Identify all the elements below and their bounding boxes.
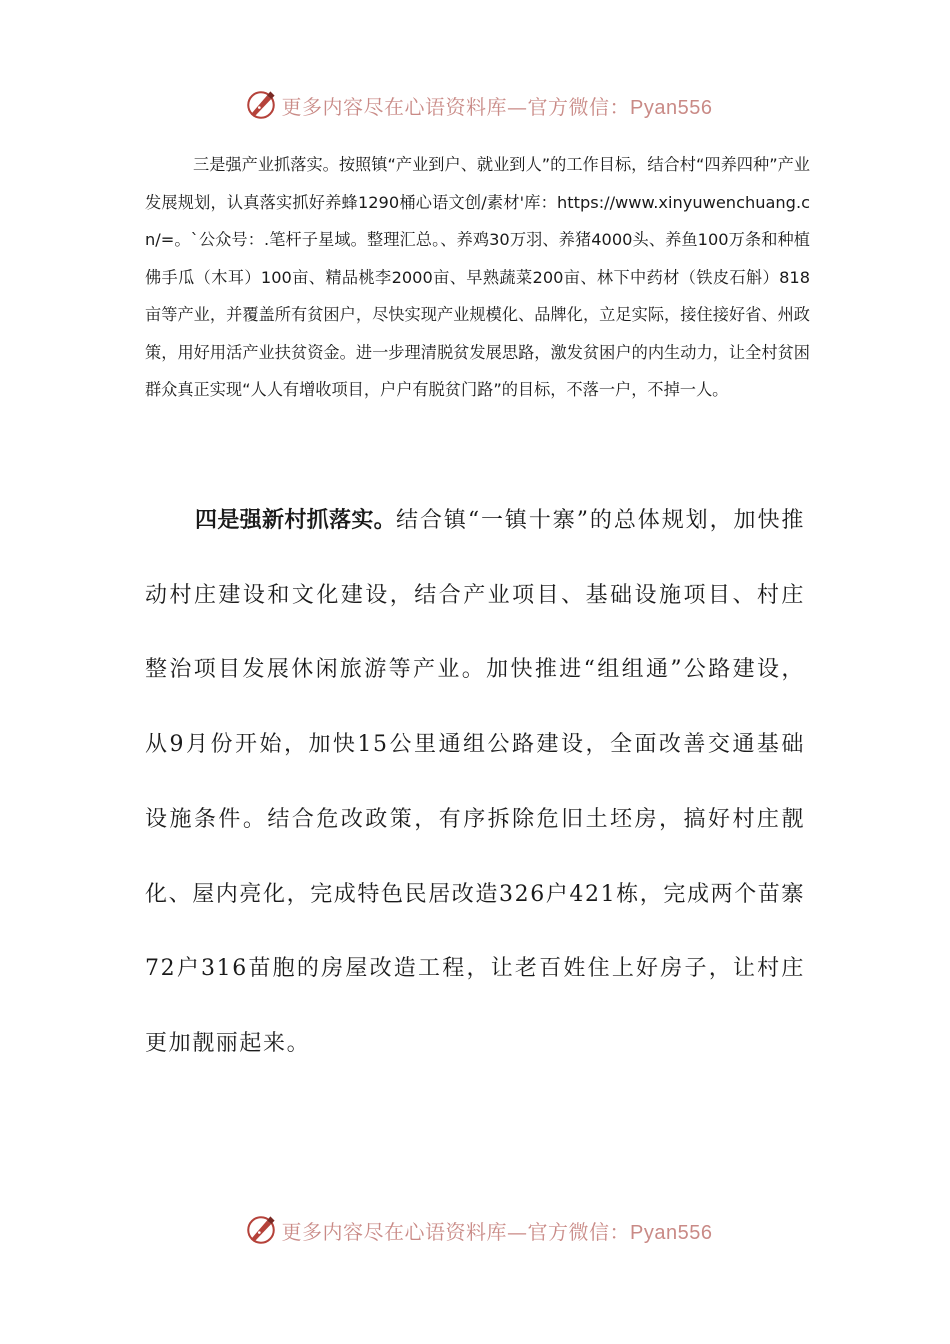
footer-banner bbox=[0, 1210, 950, 1250]
paragraph-industry: 三是强产业抓落实。按照镇“产业到户、就业到人”的工作目标，结合村“四养四种”产业发展规划，认真落实抓好养蜂1290桶心语文创/素材'库：https://www.xinyuwenchuang.cn/=。`公众号：.笔杆子星域。整理汇总。、养鸡30万羽、养猪4000头、养鱼100万条和种植佛手瓜（木耳）100亩、精品桃李2000亩、早熟蔬菜200亩、林下中药材（铁皮石斛）818亩等产业，并覆盖所有贫困户，尽快实现产业规模化、品牌化，立足实际，接住接好省、州政策，用好用活产业扶贫资金。进一步理清脱贫发展思路，激发贫困户的内生动力，让全村贫困群众真正实现“人人有增收项目，户户有脱贫门路”的目标，不落一户，不掉一人。 bbox=[145, 155, 810, 399]
paragraph-new-village bbox=[145, 484, 805, 1082]
paragraph-lead: 四是强新村抓落实。 bbox=[195, 508, 397, 533]
banner-text: 更多内容尽在心语资料库—官方微信：Pyan556 bbox=[281, 94, 713, 119]
pen-nib-logo-icon bbox=[244, 1213, 278, 1247]
header-banner bbox=[0, 85, 950, 125]
banner-text: 更多内容尽在心语资料库—官方微信：Pyan556 bbox=[281, 1219, 713, 1244]
pen-nib-logo-icon bbox=[244, 88, 278, 122]
wechat-id: Pyan556 bbox=[630, 1221, 713, 1244]
paragraph-body: 结合镇“一镇十寨”的总体规划，加快推动村庄建设和文化建设，结合产业项目、基础设施项目、村庄整治项目发展休闲旅游等产业。加快推进“组组通”公路建设，从9月份开始，加快15公里通组公路建设，全面改善交通基础设施条件。结合危改政策，有序拆除危旧土坯房，搞好村庄靓化、屋内亮化，完成特色民居改造326户421栋，完成两个苗寨72户316苗胞的房屋改造工程，让老百姓住上好房子，让村庄更加靓丽起来。 bbox=[145, 508, 805, 1056]
wechat-id: Pyan556 bbox=[630, 96, 713, 119]
